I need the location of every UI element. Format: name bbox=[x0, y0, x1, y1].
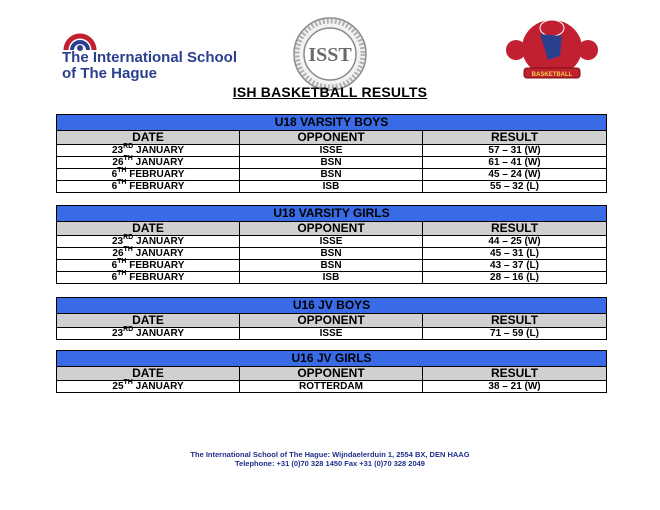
date-cell bbox=[57, 236, 240, 248]
table-row bbox=[57, 272, 607, 284]
result-column-header: RESULT bbox=[423, 222, 607, 236]
date-suffix: TH bbox=[117, 167, 127, 174]
opponent-cell: BSN bbox=[240, 169, 423, 181]
section-title: U16 JV GIRLS bbox=[57, 351, 607, 367]
result-cell: 55 – 32 (L) bbox=[423, 181, 607, 193]
results-table bbox=[56, 205, 607, 284]
section-title: U18 VARSITY BOYS bbox=[57, 115, 607, 131]
table-row bbox=[57, 328, 607, 340]
school-logo bbox=[62, 24, 238, 82]
date-month: FEBRUARY bbox=[129, 272, 185, 283]
footer-phone: Telephone: +31 (0)70 328 1450 Fax +31 (0)70 328 2049 bbox=[235, 459, 425, 468]
table-row bbox=[57, 157, 607, 169]
opponent-cell: ISSE bbox=[240, 145, 423, 157]
result-column-header: RESULT bbox=[423, 131, 607, 145]
result-cell: 61 – 41 (W) bbox=[423, 157, 607, 169]
date-day: 6 bbox=[111, 169, 118, 180]
date-cell bbox=[57, 260, 240, 272]
result-cell: 71 – 59 (L) bbox=[423, 328, 607, 340]
date-day: 6 bbox=[111, 260, 118, 271]
opponent-cell: BSN bbox=[240, 260, 423, 272]
table-row bbox=[57, 236, 607, 248]
section-title: U16 JV BOYS bbox=[57, 298, 607, 314]
table-row bbox=[57, 181, 607, 193]
result-cell: 45 – 31 (L) bbox=[423, 248, 607, 260]
table-row bbox=[57, 248, 607, 260]
opponent-column-header: OPPONENT bbox=[240, 222, 423, 236]
opponent-cell: ISSE bbox=[240, 328, 423, 340]
opponent-column-header: OPPONENT bbox=[240, 367, 423, 381]
footer bbox=[0, 450, 660, 468]
result-cell: 45 – 24 (W) bbox=[423, 169, 607, 181]
date-month: JANUARY bbox=[135, 157, 184, 168]
date-month: FEBRUARY bbox=[129, 169, 185, 180]
results-table bbox=[56, 297, 607, 340]
opponent-cell: BSN bbox=[240, 248, 423, 260]
opponent-cell: ISB bbox=[240, 272, 423, 284]
date-month: JANUARY bbox=[135, 381, 184, 392]
result-cell: 57 – 31 (W) bbox=[423, 145, 607, 157]
club-banner-text: BASKETBALL bbox=[531, 72, 573, 78]
section-title: U18 VARSITY GIRLS bbox=[57, 206, 607, 222]
date-suffix: RD bbox=[123, 326, 134, 333]
date-day: 25 bbox=[112, 381, 124, 392]
date-day: 23 bbox=[112, 328, 124, 339]
opponent-cell: BSN bbox=[240, 157, 423, 169]
result-cell: 43 – 37 (L) bbox=[423, 260, 607, 272]
school-name-line2: of The Hague bbox=[62, 65, 158, 82]
table-row bbox=[57, 260, 607, 272]
date-cell bbox=[57, 181, 240, 193]
date-column-header: DATE bbox=[57, 131, 240, 145]
date-cell bbox=[57, 381, 240, 393]
date-day: 6 bbox=[111, 272, 118, 283]
date-cell bbox=[57, 169, 240, 181]
date-suffix: TH bbox=[123, 246, 133, 253]
date-month: JANUARY bbox=[136, 145, 184, 156]
date-suffix: TH bbox=[117, 270, 127, 277]
date-cell bbox=[57, 248, 240, 260]
table-row bbox=[57, 169, 607, 181]
date-suffix: TH bbox=[117, 258, 127, 265]
date-suffix: RD bbox=[123, 234, 134, 241]
date-month: JANUARY bbox=[136, 236, 184, 247]
date-day: 23 bbox=[112, 145, 124, 156]
club-crest-logo bbox=[504, 16, 600, 82]
opponent-column-header: OPPONENT bbox=[240, 314, 423, 328]
date-suffix: TH bbox=[123, 379, 133, 386]
opponent-cell: ISB bbox=[240, 181, 423, 193]
date-month: JANUARY bbox=[135, 248, 184, 259]
seal-letters: ISST bbox=[308, 44, 352, 66]
date-day: 26 bbox=[112, 157, 124, 168]
date-day: 6 bbox=[111, 181, 118, 192]
date-cell bbox=[57, 145, 240, 157]
date-cell bbox=[57, 272, 240, 284]
table-row bbox=[57, 145, 607, 157]
date-cell bbox=[57, 328, 240, 340]
date-suffix: RD bbox=[123, 143, 134, 150]
date-column-header: DATE bbox=[57, 222, 240, 236]
results-table bbox=[56, 350, 607, 393]
date-day: 23 bbox=[112, 236, 124, 247]
results-table bbox=[56, 114, 607, 193]
table-row bbox=[57, 381, 607, 393]
opponent-cell: ROTTERDAM bbox=[240, 381, 423, 393]
isst-seal-logo bbox=[292, 16, 368, 92]
date-cell bbox=[57, 157, 240, 169]
result-cell: 28 – 16 (L) bbox=[423, 272, 607, 284]
footer-address: The International School of The Hague: Wijndaelerduin 1, 2554 BX, DEN HAAG bbox=[190, 450, 470, 459]
date-day: 26 bbox=[112, 248, 124, 259]
school-emblem-icon bbox=[62, 24, 98, 52]
result-column-header: RESULT bbox=[423, 367, 607, 381]
date-month: FEBRUARY bbox=[129, 260, 185, 271]
opponent-cell: ISSE bbox=[240, 236, 423, 248]
date-suffix: TH bbox=[123, 155, 133, 162]
page-title: ISH BASKETBALL RESULTS bbox=[232, 84, 428, 100]
date-month: JANUARY bbox=[136, 328, 184, 339]
result-cell: 38 – 21 (W) bbox=[423, 381, 607, 393]
school-name-line1: The International School bbox=[62, 49, 238, 66]
result-cell: 44 – 25 (W) bbox=[423, 236, 607, 248]
result-column-header: RESULT bbox=[423, 314, 607, 328]
date-column-header: DATE bbox=[57, 367, 240, 381]
date-suffix: TH bbox=[117, 179, 127, 186]
date-column-header: DATE bbox=[57, 314, 240, 328]
opponent-column-header: OPPONENT bbox=[240, 131, 423, 145]
date-month: FEBRUARY bbox=[129, 181, 185, 192]
